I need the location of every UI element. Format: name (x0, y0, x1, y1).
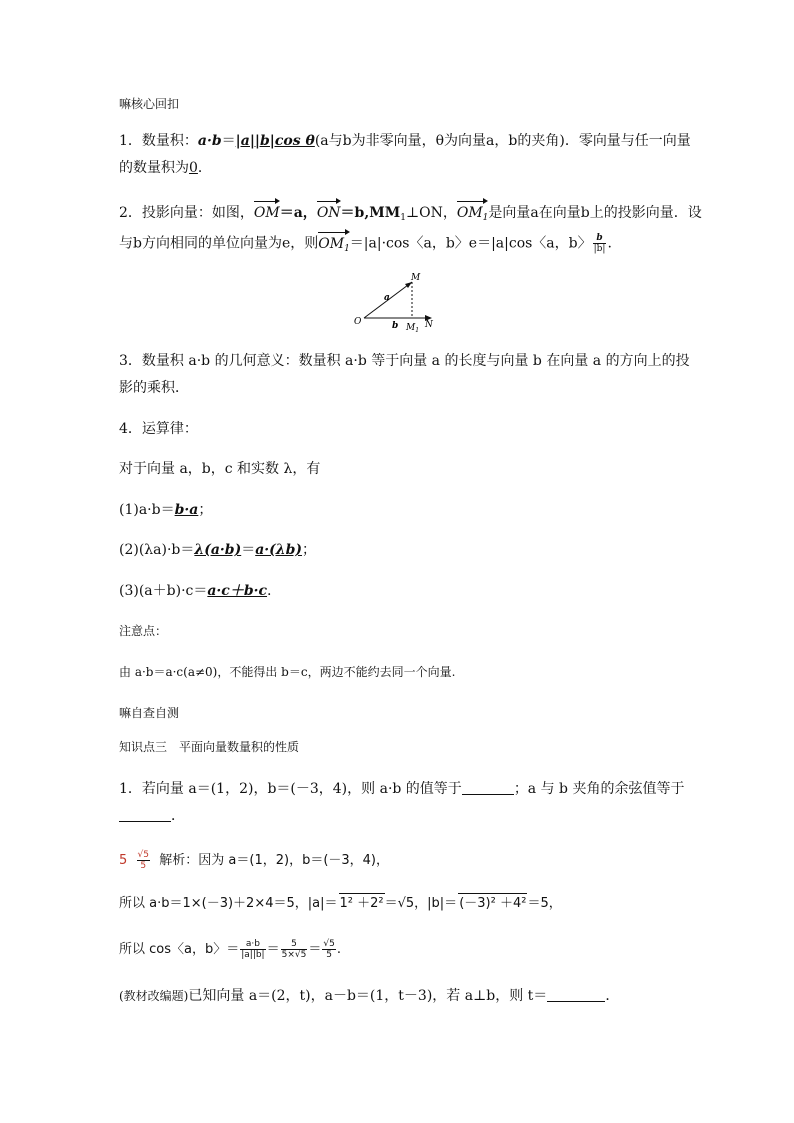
item-3-line-1: 3．数量积 a·b 的几何意义：数量积 a·b 等于向量 a 的长度与向量 b 在向量 a 的方向上的投 (119, 353, 690, 369)
sqrt-norm-a: 1² ＋2² (339, 893, 385, 914)
answer-law-2a: λ(a·b) (194, 542, 242, 558)
answer-formula: |a||b|cos θ (235, 133, 315, 149)
answer-law-1: b·a (174, 502, 199, 518)
label-o: O (354, 317, 362, 327)
law-2: (2)(λa)·b＝λ(a·b)＝a·(λb)； (119, 542, 317, 558)
law-3: (3)(a＋b)·c＝a·c＋b·c. (119, 583, 272, 599)
item-1-line-2: 的数量积为0． (119, 160, 212, 176)
fraction-cos-3: $\frac{√5}{5}$ (323, 939, 335, 960)
vector-om1-b: $OM_1$ (318, 234, 350, 259)
answer-law-3: a·c＋b·c (207, 583, 268, 599)
item-1-line-1: 1．数量积：a·b＝|a||b|cos θ(a与b为非零向量，θ为向量a，b的夹角)．零向量与任一向量 (119, 133, 691, 149)
answer-law-2b: a·(λb) (255, 542, 303, 558)
item-3-line-2: 影的乘积． (119, 380, 189, 396)
fraction-b-over-norm-b: $\frac{b}{|b|}$ (593, 233, 606, 254)
question-2-tag: (教材改编题) (119, 989, 189, 1003)
fraction-cos-2: $\frac{5}{5\times√5}$ (281, 939, 307, 960)
label-m1: $M_1$ (406, 323, 420, 334)
solution-1-line-3: 所以 cos〈a，b〉＝ $\frac{a\cdot b}{|a||b|}$ ＝ $\frac{5}{5\times√5}$ ＝ $\frac{√5}{5}$ . (119, 939, 341, 960)
answer-value-1: 5 (119, 853, 128, 868)
answer-value-2: $\frac{√5}{5}$ (137, 850, 150, 871)
question-1-line-1: 1．若向量 a＝(1，2)，b＝(－3，4)，则 a·b 的值等于 ；a 与 b 夹角的余弦值等于 (119, 781, 685, 797)
answer-zero: 0 (189, 160, 198, 176)
answer-blank-3[interactable] (547, 987, 605, 1002)
question-1-line-2: ． (119, 806, 679, 826)
section-heading-self: 嘛自查自测 (119, 706, 180, 720)
solution-1-line-1: 5 $\frac{√5}{5}$ 解析：因为 a＝(1，2)，b＝(－3，4)， (119, 850, 390, 871)
sqrt-norm-b: (－3)² ＋4² (458, 893, 527, 914)
vector-om1: $OM_1$ (457, 203, 489, 228)
item-4-intro: 对于向量 a，b，c 和实数 λ，有 (119, 461, 321, 477)
law-1: (1)a·b＝b·a； (119, 502, 213, 518)
vector-om: OM (253, 205, 280, 221)
solution-1-line-2: 所以 a·b＝1×(－3)＋2×4＝5，|a|＝ 1² ＋2²＝√5，|b|＝ (－3)² ＋4²＝5， (119, 893, 679, 914)
note-text: 由 a·b＝a·c(a≠0)，不能得出 b＝c，两边不能约去同一个向量. (119, 665, 456, 679)
item-2-line-2: 与b方向相同的单位向量为e，则$OM_1=|a|\cdot\cos$〈a，b〉e＝|a|cos〈a，b〉 $\frac{b}{|b|}$ . (119, 233, 679, 259)
question-2: (教材改编题)已知向量 a＝(2，t)，a－b＝(1，t－3)，若 a⊥b，则 t＝ ． (119, 988, 620, 1004)
projection-diagram (350, 270, 450, 334)
answer-blank-2[interactable] (119, 807, 171, 822)
label-m: M (411, 273, 421, 283)
item-2-line-1: 2．投影向量：如图，OM＝a，$ON=b,MM_1\perp ON$，$OM_1$是向量a在向量b上的投影向量．设 (119, 203, 679, 228)
fraction-cos-1: $\frac{a\cdot b}{|a||b|}$ (241, 939, 265, 960)
item-4-title: 4．运算律： (119, 421, 198, 437)
knowledge-point-title: 知识点三 平面向量数量积的性质 (119, 740, 300, 754)
label-n: N (425, 320, 433, 330)
section-heading-core: 嘛核心回扣 (119, 97, 180, 111)
vector-on: ON (316, 205, 341, 221)
label-a: a (384, 293, 390, 303)
answer-blank-1[interactable] (462, 780, 514, 795)
note-title: 注意点： (119, 624, 168, 638)
label-b: b (392, 321, 399, 331)
